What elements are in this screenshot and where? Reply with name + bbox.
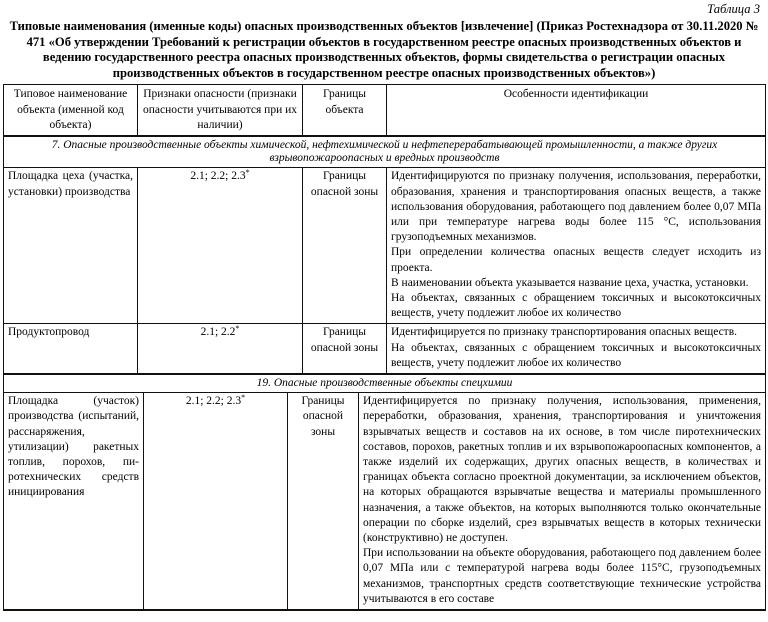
column-header-type-name: Типовое наименование объекта (именной код объекта) [4, 85, 138, 136]
section-heading-19: 19. Опасные производственные объекты спецхимии [4, 375, 766, 393]
footnote-asterisk: * [245, 168, 250, 178]
column-header-hazard-signs: Признаки опасности (признаки опасности учитываются при их наличии) [138, 85, 303, 136]
hazardous-objects-table-spetskhimiya [3, 374, 766, 611]
hazard-signs-cell [138, 168, 303, 324]
section-heading-19-row [4, 375, 766, 393]
hazard-codes: 2.1; 2.2; 2.3 [190, 170, 246, 183]
identification-paragraph: На объектах, связанных с обращением токсичных и высокотоксичных веществ, учету подлежит любое их количество [391, 292, 761, 320]
footnote-asterisk: * [241, 393, 246, 403]
hazardous-objects-table [3, 84, 766, 374]
table-row [4, 168, 766, 324]
identification-paragraph: При использовании на объекте оборудования, работающего под давлением более 0,07 МПа или с температурой нагрева воды более 115°С, грузоподъемных механизмов, транспортных средств соответствующие технические устройства учитываются в его составе [363, 547, 762, 605]
hazard-codes: 2.1; 2.2 [200, 326, 236, 339]
table-header-row [4, 85, 766, 136]
section-heading-7: 7. Опасные производственные объекты химической, нефтехимической и нефтеперерабатывающей промышленности, а также других взрывопожароопасных и вредных производств [4, 136, 766, 168]
identification-paragraph: На объектах, связанных с обращением токсичных и высокотоксичных веществ, учету подлежит любое их количество [391, 341, 761, 369]
column-header-object-boundaries: Границы объекта [303, 85, 387, 136]
table-caption: Таблица 3 [707, 2, 760, 16]
hazard-signs-cell [138, 324, 303, 374]
identification-paragraph: Идентифицируется по признаку транспортирования опасных веществ. [391, 326, 738, 339]
document-title: Типовые наименования (именные коды) опасных производственных объектов [извлечение] (Приказ Ростехнадзора от 30.11.2020 № 471 «Об утверждении Требований к регистрации объектов в государственном реестре опасных производственных объектов и ведению государственного реестра опасных производственных объектов, формы свидетельства о регистрации опасных производственных объектов в государственном реестре опасных производственных объектов») [9, 19, 759, 80]
table-row [4, 393, 766, 610]
object-name-cell: Продуктопровод [4, 324, 138, 374]
identification-paragraph: При определении количества опасных веществ следует исходить из проекта. [391, 246, 761, 274]
identification-cell [387, 324, 766, 374]
identification-cell [359, 393, 766, 610]
identification-cell [387, 168, 766, 324]
object-boundary-cell: Границы опасной зоны [288, 393, 359, 610]
object-name-cell: Площадка (участок) производства (испытаний, расснаряжения, утилизации) ракетных топлив, порохов, пиротехнических средств инициирования [4, 393, 144, 610]
hazard-codes: 2.1; 2.2; 2.3 [185, 395, 242, 408]
section-heading-7-row [4, 136, 766, 168]
table-row [4, 324, 766, 374]
identification-paragraph: В наименовании объекта указывается название цеха, участка, установки. [391, 276, 749, 289]
hazard-signs-cell [144, 393, 288, 610]
object-name-cell: Площадка цеха (участка, установки) производства [4, 168, 138, 324]
object-boundary-cell: Границы опасной зоны [303, 324, 387, 374]
identification-paragraph: Идентифицируется по признаку получения, использования, применения, переработки, образования, хранения, транспортирования и уничтожения взрывчатых веществ и составов на их основе, в том числе пиротехнических составов, порохов, ракетных топлив и их взрывопожароопасных компонентов, а также изделий их содержащих, других опасных веществ, в количествах и границах объекта согласно проектной документации, за исключением объектов, на которых обращаются взрывчатые вещества и материалы промышленного назначения, а также объектов, на которых выполняются только окончательные операции по сборке изделий, срез взрывчатых веществ в которых технически (конструктивно) не доступен. [363, 395, 762, 545]
identification-paragraph: Идентифицируются по признаку получения, использования, переработки, образования, хранения и транспортирования опасных веществ, а также использования оборудования, работающего под давлением более 0,07 МПа или при температуре нагрева воды более 115 °С, использования грузоподъемных механизмов. [391, 170, 761, 244]
object-boundary-cell: Границы опасной зоны [303, 168, 387, 324]
column-header-identification-features: Особенности идентификации [387, 85, 766, 136]
footnote-asterisk: * [235, 324, 240, 334]
